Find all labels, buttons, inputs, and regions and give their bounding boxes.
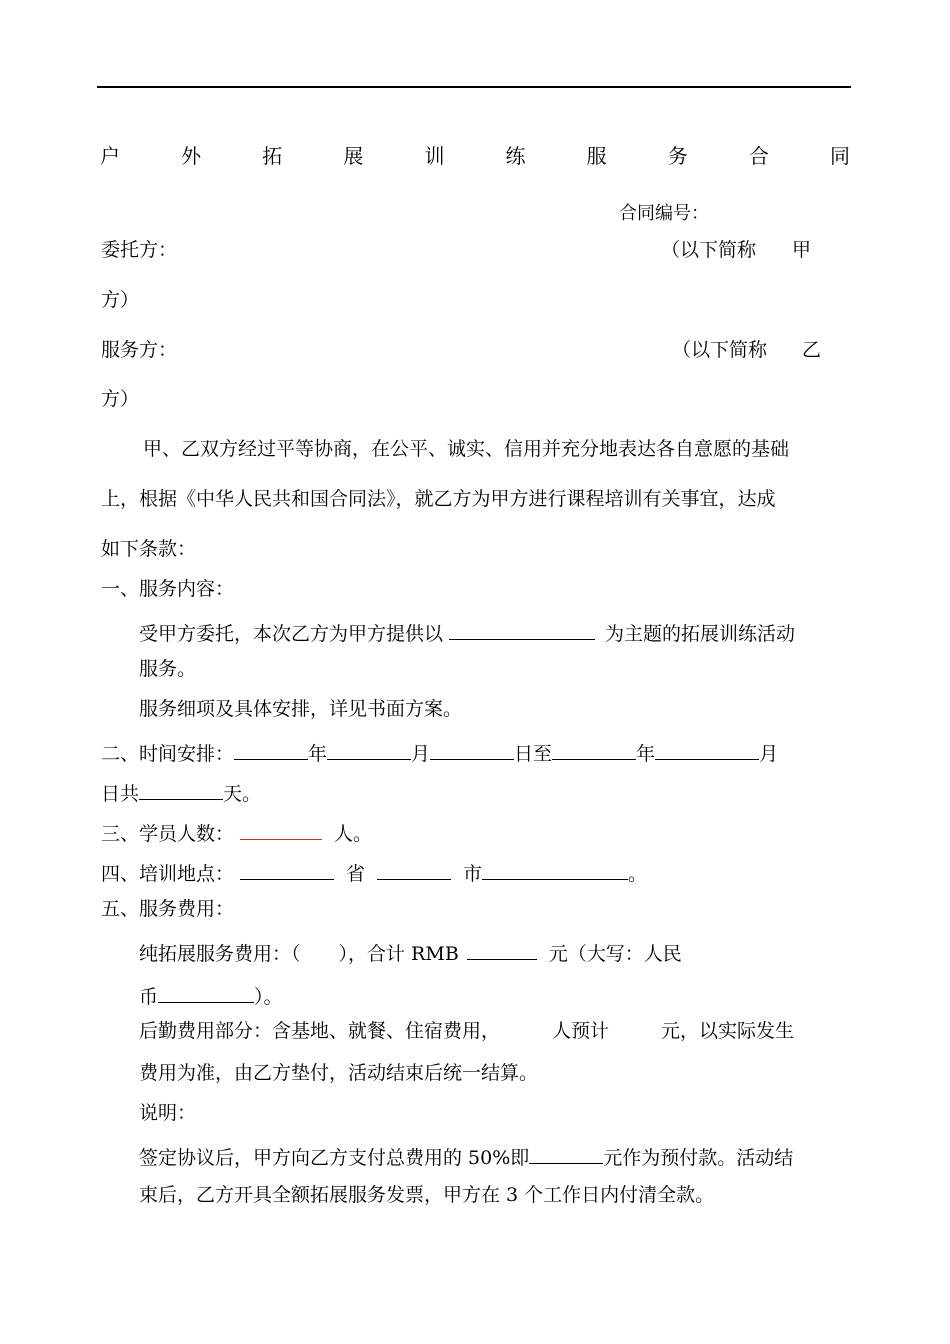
service-fee-line <box>139 940 682 964</box>
day-total-label: 日共 <box>101 783 140 805</box>
service-fee-text: 纯拓展服务费用：（ <box>139 943 301 965</box>
end-year-blank[interactable] <box>552 740 636 760</box>
party-a-label: 委托方： <box>101 239 178 261</box>
section-1-line: 服务细项及具体安排，详见书面方案。 <box>139 698 463 720</box>
day-to-label: 日至 <box>514 743 553 765</box>
title-char: 外 <box>181 144 202 168</box>
rmb-capital-blank[interactable] <box>158 983 254 1003</box>
party-b-short-name: （以下简称 <box>672 339 768 361</box>
section-3-heading: 三、学员人数： <box>101 823 235 845</box>
section-1-line <box>139 620 795 644</box>
start-month-blank[interactable] <box>327 740 411 760</box>
section-1-text: 受甲方委托，本次乙方为甲方提供以 <box>139 623 444 645</box>
section-2-line <box>101 780 261 804</box>
note-label: 说明： <box>139 1102 197 1124</box>
title-char: 训 <box>424 144 445 168</box>
logistics-fee-line: 费用为准，由乙方垫付，活动结束后统一结算。 <box>139 1062 539 1084</box>
title-char: 展 <box>343 144 364 168</box>
payment-line <box>139 1144 793 1168</box>
start-year-blank[interactable] <box>234 740 308 760</box>
title-char: 户 <box>100 144 120 168</box>
logistics-text: 后勤费用部分：含基地、就餐、住宿费用， <box>139 1020 501 1042</box>
section-5-heading: 五、服务费用： <box>101 898 235 920</box>
theme-blank[interactable] <box>449 620 595 640</box>
section-1-line: 服务。 <box>139 658 197 680</box>
section-1-text: 为主题的拓展训练活动 <box>605 623 796 645</box>
party-a-tail: 方） <box>101 289 140 311</box>
section-2-heading: 二、时间安排： <box>101 743 235 765</box>
title-char: 练 <box>505 144 526 168</box>
service-fee-line <box>139 983 283 1007</box>
document-title <box>100 146 850 166</box>
preamble-line: 甲、乙双方经过平等协商，在公平、诚实、信用并充分地表达各自意愿的基础 <box>143 438 790 460</box>
service-fee-text: ），合计 RMB <box>338 943 459 965</box>
rmb-amount-blank[interactable] <box>467 940 537 960</box>
contract-number-label: 合同编号： <box>619 203 709 224</box>
party-a-short-name: （以下简称 <box>661 239 757 261</box>
city-label: 市 <box>463 863 483 885</box>
days-unit: 天。 <box>223 783 262 805</box>
header-rule <box>97 86 851 88</box>
section-4-line <box>101 860 647 884</box>
period: 。 <box>628 863 648 885</box>
title-char: 服 <box>586 144 607 168</box>
end-month-blank[interactable] <box>655 740 759 760</box>
section-3-line <box>101 820 372 844</box>
payment-text: 签定协议后，甲方向乙方支付总费用的 50%即 <box>139 1147 530 1169</box>
year-label: 年 <box>636 743 656 765</box>
province-label: 省 <box>346 863 366 885</box>
title-char: 合 <box>748 144 769 168</box>
title-char: 务 <box>667 144 688 168</box>
month-label: 月 <box>759 743 779 765</box>
total-days-blank[interactable] <box>139 780 223 800</box>
section-4-heading: 四、培训地点： <box>101 863 235 885</box>
title-char: 同 <box>829 144 850 168</box>
payment-line: 束后，乙方开具全额拓展服务发票，甲方在 3 个工作日内付清全款。 <box>139 1184 715 1206</box>
month-label: 月 <box>411 743 431 765</box>
city-district-blank[interactable] <box>377 860 451 880</box>
service-fee-text: 元（大写：人民 <box>548 943 682 965</box>
party-b-label: 服务方： <box>101 339 178 361</box>
prepayment-blank[interactable] <box>529 1144 603 1164</box>
participants-blank[interactable] <box>240 820 322 840</box>
party-a-short-char: 甲 <box>792 239 812 261</box>
logistics-fee-line <box>139 1022 794 1041</box>
payment-text: 元作为预付款。活动结 <box>603 1147 794 1169</box>
year-label: 年 <box>308 743 328 765</box>
service-fee-text: ）。 <box>254 986 283 1008</box>
title-char: 拓 <box>262 144 283 168</box>
start-day-blank[interactable] <box>430 740 514 760</box>
section-2-line <box>101 740 778 764</box>
service-fee-text: 币 <box>139 986 159 1008</box>
party-b-tail: 方） <box>101 388 140 410</box>
party-b-short-char: 乙 <box>802 339 822 361</box>
participants-unit: 人。 <box>334 823 373 845</box>
section-1-heading: 一、服务内容： <box>101 578 235 600</box>
preamble-line: 如下条款： <box>101 538 197 560</box>
logistics-text: 元，以实际发生 <box>661 1020 795 1042</box>
logistics-text: 人预计 <box>552 1020 610 1042</box>
address-blank[interactable] <box>482 860 628 880</box>
preamble-line: 上，根据《中华人民共和国合同法》，就乙方为甲方进行课程培训有关事宜，达成 <box>101 488 776 510</box>
province-blank[interactable] <box>240 860 334 880</box>
